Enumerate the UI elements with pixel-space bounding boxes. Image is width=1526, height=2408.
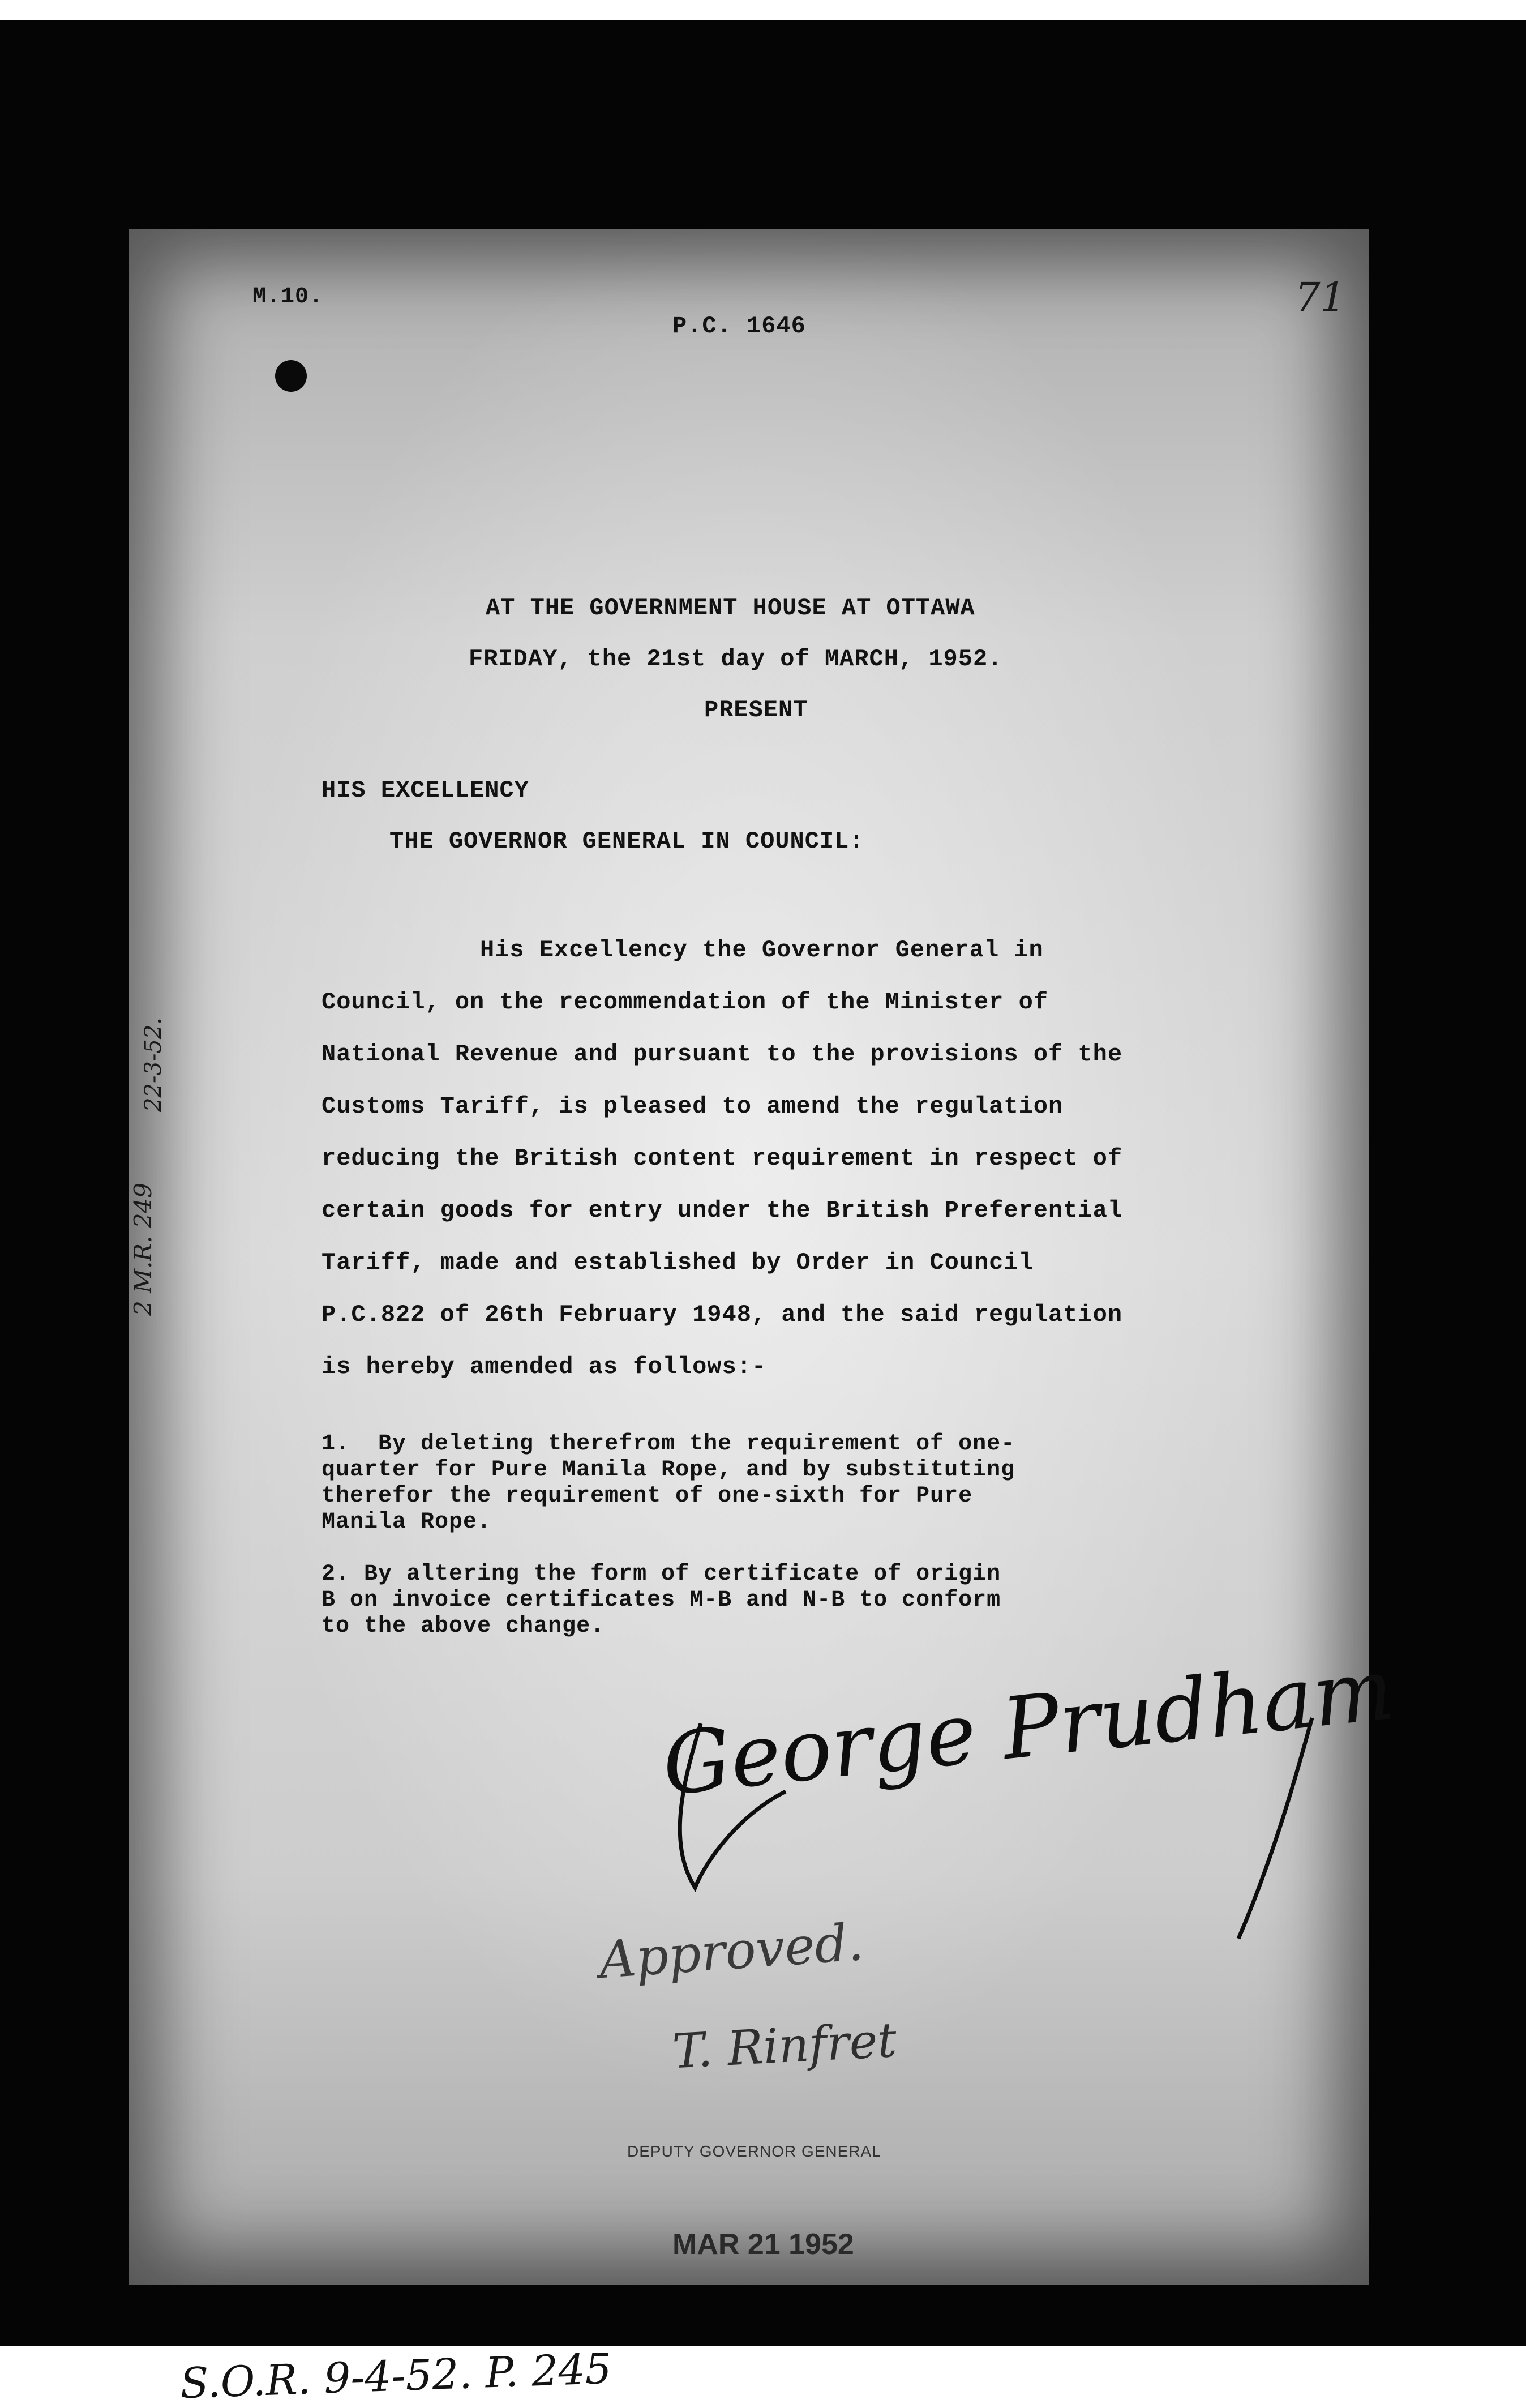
body-line: His Excellency the Governor General in xyxy=(480,936,1044,964)
heading-present: PRESENT xyxy=(704,696,808,724)
punch-hole xyxy=(274,359,308,393)
amendment-1-line: 1. By deleting therefrom the requirement of one- xyxy=(322,1431,1015,1457)
approver-signature: T. Rinfret xyxy=(671,2012,898,2080)
deputy-governor-stamp: DEPUTY GOVERNOR GENERAL xyxy=(627,2142,881,2160)
body-line: Council, on the recommendation of the Minister of xyxy=(322,989,1049,1016)
page-number: 71 xyxy=(1295,274,1346,320)
microfilm-frame xyxy=(0,20,1526,2408)
body-line: Customs Tariff, is pleased to amend the regulation xyxy=(322,1093,1064,1120)
form-code: M.10. xyxy=(252,284,324,310)
body-line: certain goods for entry under the British Preferential xyxy=(322,1197,1123,1224)
amendment-1-line: quarter for Pure Manila Rope, and by substituting xyxy=(322,1457,1015,1483)
order-number: P.C. 1646 xyxy=(672,313,806,340)
addressee-line-2: THE GOVERNOR GENERAL IN COUNCIL: xyxy=(389,828,864,855)
date-stamp: MAR 21 1952 xyxy=(672,2228,854,2261)
amendment-2-line: B on invoice certificates M-B and N-B to conform xyxy=(322,1588,1001,1613)
approved-note: Approved. xyxy=(597,1912,865,1991)
document-page xyxy=(129,229,1399,2408)
addressee-line-1: HIS EXCELLENCY xyxy=(322,777,529,804)
governor-signature: George Prudham xyxy=(658,1640,1399,1815)
amendment-2-line: to the above change. xyxy=(322,1614,605,1639)
heading-date: FRIDAY, the 21st day of MARCH, 1952. xyxy=(469,645,1003,673)
amendment-1-line: Manila Rope. xyxy=(322,1509,492,1535)
margin-register-note: 2 M.R. 249 xyxy=(129,1183,157,1316)
body-line: Tariff, made and established by Order in Council xyxy=(322,1249,1034,1276)
body-line: reducing the British content requirement in respect of xyxy=(322,1145,1123,1172)
margin-date-note: 22-3-52. xyxy=(140,1017,166,1112)
amendment-2-line: 2. By altering the form of certificate of origin xyxy=(322,1562,1001,1587)
amendment-1-line: therefor the requirement of one-sixth for Pure xyxy=(322,1483,973,1509)
footer-note: S.O.R. 9-4-52. P. 245 xyxy=(179,2344,612,2408)
body-line: P.C.822 of 26th February 1948, and the said regulation xyxy=(322,1301,1123,1328)
body-line: National Revenue and pursuant to the provisions of the xyxy=(322,1041,1123,1068)
signature-flourish xyxy=(661,1712,1340,1950)
heading-place: AT THE GOVERNMENT HOUSE AT OTTAWA xyxy=(486,594,975,622)
body-line: is hereby amended as follows:- xyxy=(322,1353,767,1380)
